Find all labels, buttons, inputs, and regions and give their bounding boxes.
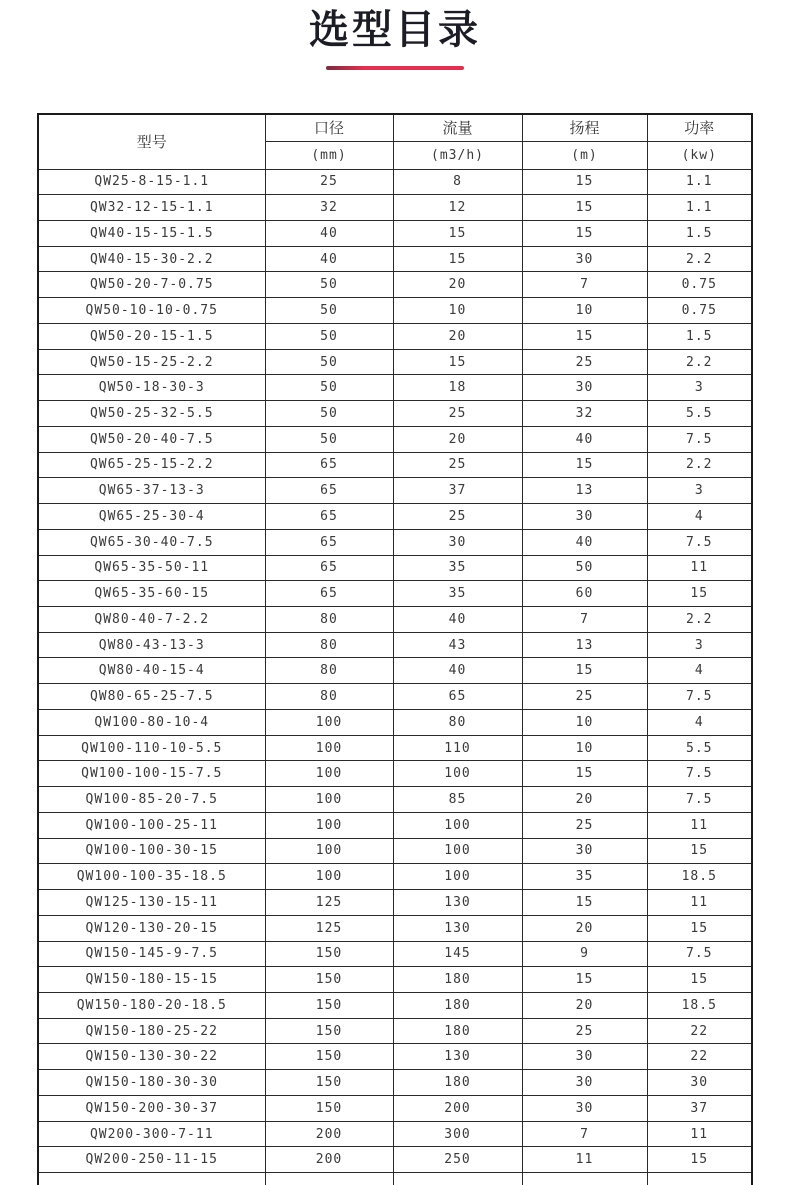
selection-table (37, 113, 753, 1185)
table-row (38, 452, 752, 478)
cell-model: QW100-80-10-4 (38, 709, 265, 735)
cell-head: 15 (522, 323, 647, 349)
cell-power: 11 (647, 1121, 752, 1147)
cell-power: 4 (647, 658, 752, 684)
cell-diameter: 65 (265, 478, 393, 504)
cell-head: 25 (522, 1018, 647, 1044)
cell-model: QW50-20-7-0.75 (38, 272, 265, 298)
cell-flow: 300 (393, 1121, 522, 1147)
cell-flow: 100 (393, 864, 522, 890)
cell-head: 10 (522, 735, 647, 761)
cell-power: 4 (647, 709, 752, 735)
cell-flow: 110 (393, 735, 522, 761)
cell-diameter: 65 (265, 555, 393, 581)
cell-model: QW100-100-15-7.5 (38, 761, 265, 787)
cell-power: 2.2 (647, 246, 752, 272)
cell-power: 3 (647, 632, 752, 658)
cell-diameter: 65 (265, 504, 393, 530)
cell-head: 7 (522, 606, 647, 632)
cell-flow: 100 (393, 761, 522, 787)
cell-model: QW150-200-30-37 (38, 1095, 265, 1121)
title-underline (326, 66, 464, 70)
cell-diameter: 25 (265, 169, 393, 195)
cell-power: 15 (647, 967, 752, 993)
table-row (38, 555, 752, 581)
cell-diameter: 125 (265, 915, 393, 941)
cell-flow: 15 (393, 220, 522, 246)
table-row-partial (38, 1173, 752, 1185)
cell-head: 30 (522, 1095, 647, 1121)
table-row (38, 1095, 752, 1121)
cell-power: 15 (647, 838, 752, 864)
cell-flow: 130 (393, 890, 522, 916)
cell-model: QW80-43-13-3 (38, 632, 265, 658)
cell-power: 0.75 (647, 272, 752, 298)
cell-power: 1.5 (647, 323, 752, 349)
cell-head: 15 (522, 890, 647, 916)
table-row (38, 375, 752, 401)
cell-model: QW65-25-15-2.2 (38, 452, 265, 478)
cell-diameter: 32 (265, 195, 393, 221)
cell-model: QW200-250-11-15 (38, 1147, 265, 1173)
table-row (38, 401, 752, 427)
cell-model: QW150-180-15-15 (38, 967, 265, 993)
cell-model: QW100-110-10-5.5 (38, 735, 265, 761)
cell-flow (393, 1173, 522, 1185)
table-row (38, 864, 752, 890)
table-body (38, 169, 752, 1185)
cell-model: QW80-40-15-4 (38, 658, 265, 684)
table-row (38, 529, 752, 555)
cell-model: QW100-100-30-15 (38, 838, 265, 864)
cell-diameter: 65 (265, 452, 393, 478)
table-row (38, 272, 752, 298)
table-row (38, 812, 752, 838)
table-row (38, 1018, 752, 1044)
cell-head: 20 (522, 993, 647, 1019)
cell-head: 10 (522, 298, 647, 324)
cell-power: 7.5 (647, 761, 752, 787)
cell-power: 7.5 (647, 426, 752, 452)
cell-flow: 200 (393, 1095, 522, 1121)
cell-power: 37 (647, 1095, 752, 1121)
cell-head: 60 (522, 581, 647, 607)
cell-power: 15 (647, 581, 752, 607)
cell-flow: 8 (393, 169, 522, 195)
cell-head: 13 (522, 478, 647, 504)
cell-power: 3 (647, 375, 752, 401)
table-row (38, 761, 752, 787)
cell-diameter: 125 (265, 890, 393, 916)
cell-diameter: 150 (265, 941, 393, 967)
cell-head: 9 (522, 941, 647, 967)
cell-diameter: 50 (265, 272, 393, 298)
cell-power: 3 (647, 478, 752, 504)
cell-power: 4 (647, 504, 752, 530)
table-row (38, 323, 752, 349)
table-row (38, 426, 752, 452)
cell-diameter: 50 (265, 375, 393, 401)
cell-head: 50 (522, 555, 647, 581)
cell-power: 2.2 (647, 452, 752, 478)
cell-model: QW50-10-10-0.75 (38, 298, 265, 324)
cell-power: 1.1 (647, 195, 752, 221)
cell-flow: 145 (393, 941, 522, 967)
table-row (38, 581, 752, 607)
cell-model: QW65-35-50-11 (38, 555, 265, 581)
cell-diameter: 65 (265, 581, 393, 607)
cell-diameter: 50 (265, 298, 393, 324)
table-row (38, 941, 752, 967)
cell-flow: 20 (393, 272, 522, 298)
cell-flow: 65 (393, 684, 522, 710)
cell-diameter: 50 (265, 426, 393, 452)
cell-head: 30 (522, 1044, 647, 1070)
cell-head: 15 (522, 169, 647, 195)
cell-head: 25 (522, 349, 647, 375)
cell-head: 13 (522, 632, 647, 658)
table-row (38, 1044, 752, 1070)
cell-model: QW50-20-40-7.5 (38, 426, 265, 452)
cell-diameter: 150 (265, 993, 393, 1019)
cell-flow: 30 (393, 529, 522, 555)
cell-flow: 20 (393, 323, 522, 349)
cell-diameter: 200 (265, 1121, 393, 1147)
cell-model: QW100-100-25-11 (38, 812, 265, 838)
cell-power: 7.5 (647, 941, 752, 967)
table-row (38, 478, 752, 504)
cell-flow: 35 (393, 581, 522, 607)
header-diameter-unit: (mm) (265, 141, 393, 169)
header-head: 扬程 (522, 114, 647, 141)
table-row (38, 632, 752, 658)
cell-power: 7.5 (647, 684, 752, 710)
page-title: 选型目录 (309, 7, 481, 53)
cell-model: QW80-40-7-2.2 (38, 606, 265, 632)
cell-diameter: 150 (265, 967, 393, 993)
cell-diameter: 80 (265, 658, 393, 684)
cell-power: 7.5 (647, 529, 752, 555)
cell-head: 40 (522, 426, 647, 452)
cell-model: QW150-145-9-7.5 (38, 941, 265, 967)
cell-model: QW50-25-32-5.5 (38, 401, 265, 427)
cell-power: 11 (647, 812, 752, 838)
cell-flow: 43 (393, 632, 522, 658)
table-row (38, 890, 752, 916)
cell-power: 5.5 (647, 735, 752, 761)
cell-head: 30 (522, 504, 647, 530)
cell-model: QW100-85-20-7.5 (38, 787, 265, 813)
cell-flow: 250 (393, 1147, 522, 1173)
cell-power: 1.5 (647, 220, 752, 246)
header-power: 功率 (647, 114, 752, 141)
cell-flow: 15 (393, 246, 522, 272)
cell-head: 30 (522, 1070, 647, 1096)
cell-flow: 25 (393, 401, 522, 427)
cell-flow: 80 (393, 709, 522, 735)
cell-power: 0.75 (647, 298, 752, 324)
table-row (38, 298, 752, 324)
cell-diameter: 100 (265, 838, 393, 864)
table-row (38, 915, 752, 941)
cell-power: 18.5 (647, 993, 752, 1019)
cell-head: 15 (522, 967, 647, 993)
cell-model: QW100-100-35-18.5 (38, 864, 265, 890)
cell-diameter: 150 (265, 1095, 393, 1121)
cell-flow: 15 (393, 349, 522, 375)
cell-model: QW80-65-25-7.5 (38, 684, 265, 710)
cell-power: 22 (647, 1018, 752, 1044)
table-row (38, 658, 752, 684)
cell-model: QW65-25-30-4 (38, 504, 265, 530)
cell-power: 11 (647, 555, 752, 581)
cell-model: QW65-37-13-3 (38, 478, 265, 504)
cell-diameter: 50 (265, 323, 393, 349)
cell-flow: 37 (393, 478, 522, 504)
table-header (38, 114, 752, 169)
cell-diameter: 100 (265, 787, 393, 813)
cell-power: 18.5 (647, 864, 752, 890)
cell-head: 7 (522, 272, 647, 298)
cell-diameter: 80 (265, 606, 393, 632)
cell-power: 5.5 (647, 401, 752, 427)
cell-power: 7.5 (647, 787, 752, 813)
table-row (38, 1147, 752, 1173)
cell-flow: 180 (393, 1018, 522, 1044)
cell-power: 15 (647, 915, 752, 941)
header-power-unit: (kw) (647, 141, 752, 169)
cell-head: 30 (522, 375, 647, 401)
cell-flow: 25 (393, 504, 522, 530)
table-row (38, 504, 752, 530)
cell-diameter: 100 (265, 709, 393, 735)
cell-head: 15 (522, 452, 647, 478)
table-row (38, 709, 752, 735)
cell-flow: 10 (393, 298, 522, 324)
cell-flow: 180 (393, 967, 522, 993)
table-row (38, 838, 752, 864)
cell-power (647, 1173, 752, 1185)
cell-head: 7 (522, 1121, 647, 1147)
cell-head: 11 (522, 1147, 647, 1173)
cell-diameter: 100 (265, 864, 393, 890)
cell-diameter: 80 (265, 684, 393, 710)
cell-flow: 100 (393, 838, 522, 864)
cell-power: 15 (647, 1147, 752, 1173)
cell-diameter: 65 (265, 529, 393, 555)
table-row (38, 246, 752, 272)
table-row (38, 169, 752, 195)
table-row (38, 993, 752, 1019)
cell-model: QW150-180-20-18.5 (38, 993, 265, 1019)
cell-model: QW32-12-15-1.1 (38, 195, 265, 221)
cell-head: 40 (522, 529, 647, 555)
table-row (38, 684, 752, 710)
cell-power: 11 (647, 890, 752, 916)
cell-diameter: 150 (265, 1070, 393, 1096)
cell-model: QW50-15-25-2.2 (38, 349, 265, 375)
cell-flow: 180 (393, 993, 522, 1019)
cell-head: 30 (522, 838, 647, 864)
cell-model: QW120-130-20-15 (38, 915, 265, 941)
table-row (38, 735, 752, 761)
cell-power: 2.2 (647, 349, 752, 375)
cell-flow: 25 (393, 452, 522, 478)
header-model: 型号 (38, 114, 265, 169)
cell-diameter: 200 (265, 1147, 393, 1173)
table-row (38, 606, 752, 632)
cell-flow: 130 (393, 1044, 522, 1070)
header-flow: 流量 (393, 114, 522, 141)
cell-model: QW50-20-15-1.5 (38, 323, 265, 349)
cell-flow: 130 (393, 915, 522, 941)
cell-head: 15 (522, 195, 647, 221)
table-row (38, 967, 752, 993)
header-flow-unit: (m3/h) (393, 141, 522, 169)
cell-head: 32 (522, 401, 647, 427)
cell-flow: 35 (393, 555, 522, 581)
cell-diameter: 50 (265, 401, 393, 427)
cell-power: 30 (647, 1070, 752, 1096)
cell-model: QW65-30-40-7.5 (38, 529, 265, 555)
cell-diameter (265, 1173, 393, 1185)
cell-model: QW65-35-60-15 (38, 581, 265, 607)
cell-head: 20 (522, 787, 647, 813)
cell-flow: 100 (393, 812, 522, 838)
cell-head: 30 (522, 246, 647, 272)
cell-head: 20 (522, 915, 647, 941)
cell-head: 25 (522, 812, 647, 838)
cell-diameter: 40 (265, 220, 393, 246)
cell-model: QW40-15-15-1.5 (38, 220, 265, 246)
cell-head: 15 (522, 220, 647, 246)
table-row (38, 1121, 752, 1147)
cell-model: QW150-180-30-30 (38, 1070, 265, 1096)
cell-model: QW40-15-30-2.2 (38, 246, 265, 272)
cell-head: 35 (522, 864, 647, 890)
table-row (38, 195, 752, 221)
cell-model: QW125-130-15-11 (38, 890, 265, 916)
cell-power: 1.1 (647, 169, 752, 195)
cell-diameter: 100 (265, 812, 393, 838)
cell-head: 10 (522, 709, 647, 735)
cell-power: 22 (647, 1044, 752, 1070)
cell-power: 2.2 (647, 606, 752, 632)
cell-flow: 40 (393, 658, 522, 684)
cell-flow: 20 (393, 426, 522, 452)
cell-flow: 12 (393, 195, 522, 221)
cell-diameter: 100 (265, 761, 393, 787)
cell-model: QW25-8-15-1.1 (38, 169, 265, 195)
cell-flow: 85 (393, 787, 522, 813)
table-row (38, 349, 752, 375)
cell-flow: 40 (393, 606, 522, 632)
table-row (38, 220, 752, 246)
header-head-unit: (m) (522, 141, 647, 169)
cell-diameter: 40 (265, 246, 393, 272)
cell-head (522, 1173, 647, 1185)
table-row (38, 1070, 752, 1096)
cell-diameter: 50 (265, 349, 393, 375)
cell-diameter: 150 (265, 1018, 393, 1044)
cell-flow: 18 (393, 375, 522, 401)
cell-head: 15 (522, 658, 647, 684)
cell-flow: 180 (393, 1070, 522, 1096)
cell-diameter: 150 (265, 1044, 393, 1070)
cell-model: QW150-180-25-22 (38, 1018, 265, 1044)
cell-model: QW50-18-30-3 (38, 375, 265, 401)
cell-model: QW200-300-7-11 (38, 1121, 265, 1147)
cell-head: 15 (522, 761, 647, 787)
cell-diameter: 80 (265, 632, 393, 658)
cell-head: 25 (522, 684, 647, 710)
table-row (38, 787, 752, 813)
cell-model (38, 1173, 265, 1185)
cell-model: QW150-130-30-22 (38, 1044, 265, 1070)
header-diameter: 口径 (265, 114, 393, 141)
cell-diameter: 100 (265, 735, 393, 761)
